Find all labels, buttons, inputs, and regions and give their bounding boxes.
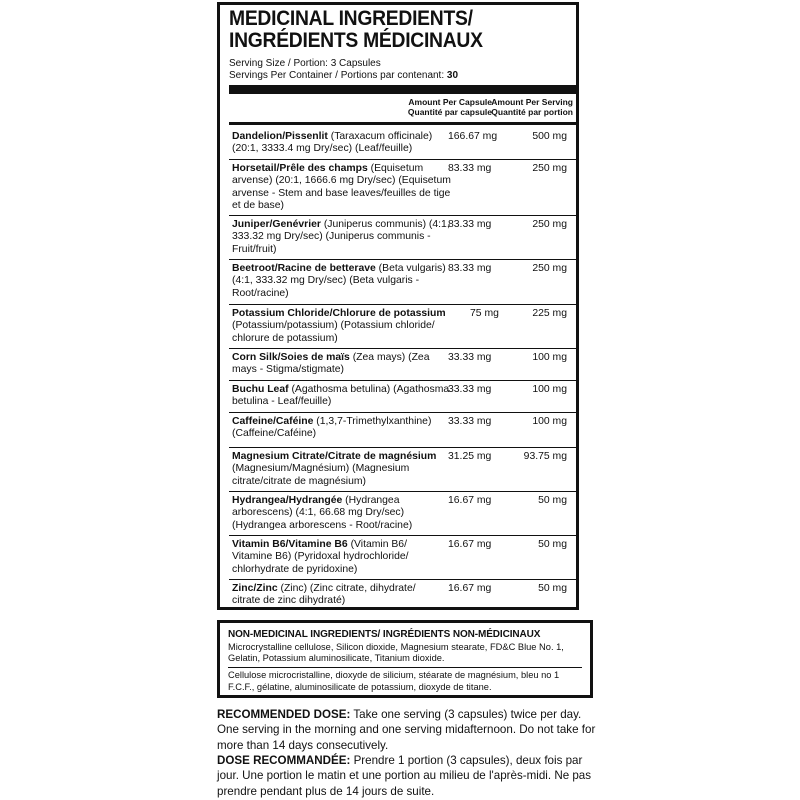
non-medicinal-divider	[228, 667, 582, 668]
amount-per-capsule: 33.33 mg	[448, 352, 492, 363]
ingredient-name: Beetroot/Racine de betterave	[232, 263, 376, 274]
recommended-dose-en	[217, 707, 597, 753]
ingredient-detail: (Potassium/potassium) (Potassium chloride/ chlorure de potassium)	[232, 320, 435, 344]
ingredient-name: Juniper/Genévrier	[232, 219, 321, 230]
ingredient-description	[232, 384, 457, 409]
dose-en-label: RECOMMENDED DOSE:	[217, 708, 351, 721]
ingredient-name: Potassium Chloride/Chlorure de potassium	[232, 308, 446, 319]
amount-per-capsule: 83.33 mg	[448, 219, 492, 230]
amount-per-serving: 100 mg	[532, 384, 567, 395]
ingredient-row	[229, 448, 576, 492]
ingredient-row	[229, 536, 576, 580]
servings-per-container-label: Servings Per Container / Portions par contenant:	[229, 70, 445, 81]
amount-per-serving: 50 mg	[538, 495, 567, 506]
amount-per-capsule: 75 mg	[470, 308, 499, 319]
ingredient-name: Vitamin B6/Vitamine B6	[232, 539, 348, 550]
amount-per-capsule: 33.33 mg	[448, 416, 492, 427]
serving-info	[229, 58, 458, 82]
ingredient-name: Zinc/Zinc	[232, 583, 278, 594]
column-header-capsule-en: Amount Per Capsule	[408, 97, 492, 107]
ingredient-name: Caffeine/Caféine	[232, 416, 314, 427]
ingredient-detail: (Juniperus communis) (4:1, 333.32 mg Dry/sec) (Juniperus communis - Fruit/fruit)	[232, 219, 450, 255]
amount-per-serving: 50 mg	[538, 583, 567, 594]
amount-per-serving: 500 mg	[532, 131, 567, 142]
amount-per-serving: 50 mg	[538, 539, 567, 550]
amount-per-capsule: 31.25 mg	[448, 451, 492, 462]
serving-size: Serving Size / Portion: 3 Capsules	[229, 58, 381, 69]
recommended-dose-fr	[217, 753, 597, 799]
ingredient-row	[229, 216, 576, 260]
column-header-capsule-fr: Quantité par capsule	[407, 107, 492, 117]
amount-per-serving: 100 mg	[532, 416, 567, 427]
ingredient-name: Corn Silk/Soies de maïs	[232, 352, 350, 363]
ingredient-row	[229, 128, 576, 160]
amount-per-capsule: 16.67 mg	[448, 495, 492, 506]
ingredient-detail: (Hydrangea arborescens) (4:1, 66.68 mg Dry/sec) (Hydrangea arborescens - Root/racine)	[232, 495, 413, 531]
amount-per-serving: 250 mg	[532, 163, 567, 174]
amount-per-capsule: 33.33 mg	[448, 384, 492, 395]
ingredient-detail: (Beta vulgaris) (4:1, 333.32 mg Dry/sec) (Beta vulgaris - Root/racine)	[232, 263, 446, 299]
non-medicinal-english: Microcrystalline cellulose, Silicon dioxide, Magnesium stearate, FD&C Blue No. 1, Gelatin, Potassium aluminosilicate, Titanium dioxide.	[228, 642, 564, 664]
amount-per-capsule: 16.67 mg	[448, 583, 492, 594]
panel-title-line2: INGRÉDIENTS MÉDICINAUX	[229, 29, 483, 52]
non-medicinal-title: NON-MEDICINAL INGREDIENTS/ INGRÉDIENTS NON-MÉDICINAUX	[228, 629, 541, 640]
ingredient-detail: (Zea mays) (Zea mays - Stigma/stigmate)	[232, 352, 430, 376]
ingredient-description	[232, 583, 432, 608]
ingredient-row	[229, 349, 576, 381]
ingredient-description	[232, 451, 458, 488]
ingredient-row	[229, 260, 576, 305]
panel-title-line1: MEDICINAL INGREDIENTS/	[229, 7, 473, 30]
column-header-serving-en: Amount Per Serving	[491, 97, 573, 107]
amount-per-serving: 225 mg	[532, 308, 567, 319]
column-header-serving	[491, 97, 573, 117]
ingredient-description	[232, 263, 457, 300]
header-divider	[229, 122, 576, 125]
ingredient-detail: (Zinc) (Zinc citrate, dihydrate/ citrate de zinc dihydraté)	[232, 583, 416, 607]
dose-en-text: Take one serving (3 capsules) twice per day. One serving in the morning and one serving midafternoon. Do not take for more than 14 days consecutively.	[217, 708, 596, 752]
ingredient-description	[232, 131, 457, 156]
amount-per-serving: 250 mg	[532, 263, 567, 274]
ingredient-detail: (Vitamin B6/ Vitamine B6) (Pyridoxal hydrochloride/ chlorhydrate de pyridoxine)	[232, 539, 409, 575]
ingredient-name: Dandelion/Pissenlit	[232, 131, 328, 142]
dose-fr-label: DOSE RECOMMANDÉE:	[217, 754, 351, 767]
ingredient-row	[229, 381, 576, 413]
ingredient-description	[232, 219, 457, 256]
amount-per-serving: 250 mg	[532, 219, 567, 230]
thick-divider	[229, 85, 576, 94]
amount-per-capsule: 166.67 mg	[448, 131, 498, 142]
amount-per-capsule: 83.33 mg	[448, 263, 492, 274]
servings-per-container	[229, 70, 458, 82]
ingredient-name: Buchu Leaf	[232, 384, 289, 395]
ingredient-description	[232, 308, 467, 345]
ingredient-row	[229, 305, 576, 349]
amount-per-serving: 93.75 mg	[523, 451, 567, 462]
ingredient-detail: (Taraxacum officinale) (20:1, 3333.4 mg Dry/sec) (Leaf/feuille)	[232, 131, 433, 155]
ingredient-row	[229, 160, 576, 216]
ingredient-description	[232, 495, 457, 532]
non-medicinal-french: Cellulose microcristalline, dioxyde de silicium, stéarate de magnésium, bleu no 1 F.C.F., gélatine, aluminosilicate de potassium, dioxyde de titane.	[228, 670, 560, 692]
medicinal-ingredients-panel	[217, 2, 579, 610]
amount-per-capsule: 83.33 mg	[448, 163, 492, 174]
column-header-capsule	[408, 97, 492, 117]
servings-per-container-value: 30	[446, 70, 459, 81]
ingredient-row	[229, 580, 576, 608]
column-header-serving-fr: Quantité par portion	[491, 107, 573, 117]
ingredient-name: Magnesium Citrate/Citrate de magnésium	[232, 451, 437, 462]
ingredient-description	[232, 163, 457, 212]
ingredient-description	[232, 416, 457, 441]
ingredient-description	[232, 352, 457, 377]
ingredient-name: Horsetail/Prêle des champs	[232, 163, 368, 174]
ingredient-detail: (Magnesium/Magnésium) (Magnesium citrate/citrate de magnésium)	[232, 463, 410, 487]
amount-per-capsule: 16.67 mg	[448, 539, 492, 550]
amount-per-serving: 100 mg	[532, 352, 567, 363]
ingredient-detail: (1,3,7-Trimethylxanthine) (Caffeine/Caféine)	[232, 416, 432, 440]
panel-title	[229, 8, 483, 52]
ingredient-description	[232, 539, 422, 576]
non-medicinal-ingredients-box	[217, 620, 593, 698]
ingredient-name: Hydrangea/Hydrangée	[232, 495, 343, 506]
ingredient-detail: (Agathosma betulina) (Agathosma betulina - Leaf/feuille)	[232, 384, 450, 408]
ingredient-row	[229, 492, 576, 536]
ingredient-detail: (Equisetum arvense) (20:1, 1666.6 mg Dry/sec) (Equisetum arvense - Stem and base leaves/feuilles de tige et de base)	[232, 163, 451, 211]
ingredient-row	[229, 413, 576, 448]
dose-fr-text: Prendre 1 portion (3 capsules), deux fois par jour. Une portion le matin et une portion au milieu de l'après-midi. Ne pas prendre pendant plus de 14 jours de suite.	[217, 754, 592, 798]
